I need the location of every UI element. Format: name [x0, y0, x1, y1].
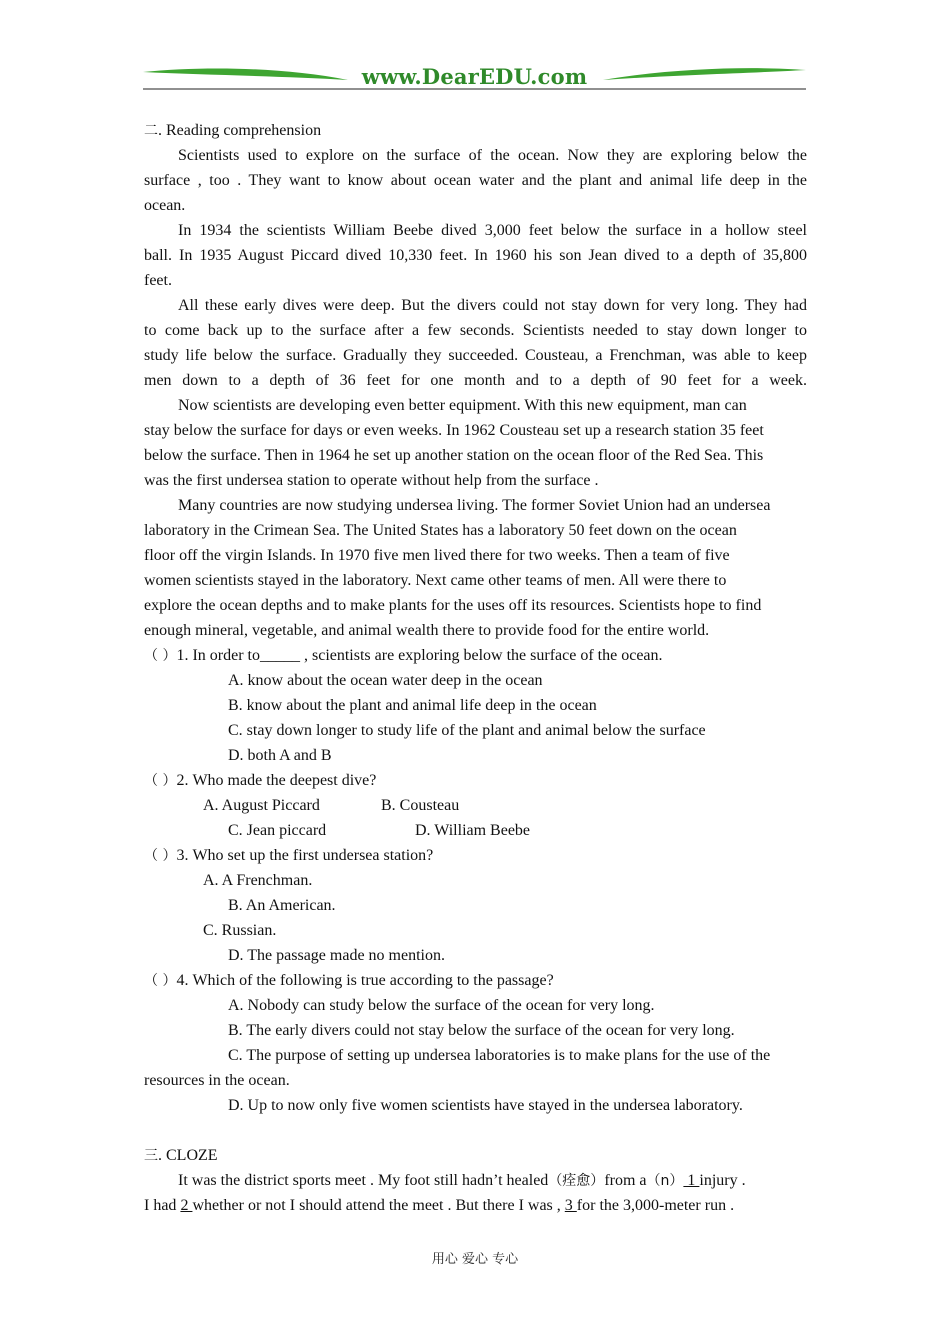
question-3-option-a: A. A Frenchman.	[203, 872, 313, 889]
question-2-option-b: B. Cousteau	[381, 797, 460, 814]
answer-paren[interactable]: （ ）	[144, 648, 177, 664]
question-2-options-cd	[144, 818, 807, 843]
passage-line: Now scientists are developing even better equipment. With this new equipment, man can	[178, 397, 747, 414]
cloze-blank-2[interactable]: 2	[180, 1197, 193, 1214]
passage-line: Scientists used to explore on the surface of the ocean. Now they are exploring below the	[178, 147, 807, 164]
question-4-option-c-continued: resources in the ocean.	[144, 1072, 290, 1089]
cloze-blank-3[interactable]: 3	[564, 1197, 577, 1214]
passage-line: In 1934 the scientists William Beebe dived 3,000 feet below the surface in a hollow steel	[178, 222, 807, 239]
passage-line: was the first undersea station to operate without help from the surface .	[144, 472, 599, 489]
page-header	[143, 62, 806, 94]
cloze-line-1: It was the district sports meet . My foot still hadn’t healed（痊愈）from a（n） 1 injury .	[178, 1172, 746, 1189]
passage-line: laboratory in the Crimean Sea. The United States has a laboratory 50 feet down on the ocean	[144, 522, 737, 539]
passage-line: floor off the virgin Islands. In 1970 five men lived there for two weeks. Then a team of five	[144, 547, 730, 564]
question-1-stem: （ ）1. In order to_____ , scientists are exploring below the surface of the ocean.	[144, 647, 663, 664]
question-2-option-d: D. William Beebe	[415, 822, 531, 839]
question-4-option-d: D. Up to now only five women scientists have stayed in the undersea laboratory.	[228, 1097, 743, 1114]
passage-line: ball. In 1935 August Piccard dived 10,330 feet. In 1960 his son Jean dived to a depth of 35,800	[144, 247, 807, 264]
passage-line: All these early dives were deep. But the divers could not stay down for very long. They had	[178, 297, 807, 314]
passage-line: women scientists stayed in the laboratory. Next came other teams of men. All were there to	[144, 572, 727, 589]
question-4-option-b: B. The early divers could not stay below the surface of the ocean for very long.	[228, 1022, 735, 1039]
question-3-stem: （ ）3. Who set up the first undersea station?	[144, 847, 434, 864]
answer-paren[interactable]: （ ）	[144, 973, 177, 989]
question-1-option-c: C. stay down longer to study life of the plant and animal below the surface	[228, 722, 706, 739]
passage-line: ocean.	[144, 197, 186, 214]
answer-paren[interactable]: （ ）	[144, 848, 177, 864]
document-body	[144, 118, 807, 1218]
answer-paren[interactable]: （ ）	[144, 773, 177, 789]
page-footer: 用心 爱心 专心	[431, 1252, 519, 1267]
passage-line: Many countries are now studying undersea living. The former Soviet Union had an undersea	[178, 497, 771, 514]
question-3-option-b: B. An American.	[228, 897, 336, 914]
question-3-option-d: D. The passage made no mention.	[228, 947, 445, 964]
passage-line: men down to a depth of 36 feet for one month and to a depth of 90 feet for a week.	[144, 372, 807, 389]
passage-line: surface , too . They want to know about ocean water and the plant and animal life deep in the	[144, 172, 807, 189]
passage-line: to come back up to the surface after a few seconds. Scientists needed to stay down longer to	[144, 322, 807, 339]
question-2-stem: （ ）2. Who made the deepest dive?	[144, 772, 377, 789]
passage-line: feet.	[144, 272, 172, 289]
question-1-option-b: B. know about the plant and animal life deep in the ocean	[228, 697, 597, 714]
question-1-option-d: D. both A and B	[228, 747, 332, 764]
cloze-line-2: I had 2 whether or not I should attend the meet . But there I was , 3 for the 3,000-meter run .	[144, 1197, 735, 1214]
question-1-option-a: A. know about the ocean water deep in the ocean	[228, 672, 543, 689]
question-4-stem: （ ）4. Which of the following is true according to the passage?	[144, 972, 554, 989]
site-logo-text[interactable]: www.DearEDU.com	[361, 64, 588, 89]
question-3-option-c: C. Russian.	[203, 922, 277, 939]
question-2-option-c: C. Jean piccard	[228, 822, 327, 839]
passage-line: study life below the surface. Gradually they succeeded. Cousteau, a Frenchman, was able to keep	[144, 347, 807, 364]
cloze-blank-1[interactable]: 1	[683, 1172, 700, 1189]
question-4-option-c: C. The purpose of setting up undersea laboratories is to make plans for the use of the	[228, 1047, 771, 1064]
question-2-option-a: A. August Piccard	[203, 797, 320, 814]
passage-line: stay below the surface for days or even weeks. In 1962 Cousteau set up a research station 35 feet	[144, 422, 764, 439]
passage-line: enough mineral, vegetable, and animal wealth there to provide food for the entire world.	[144, 622, 710, 639]
section-3-title: 三. CLOZE	[144, 1147, 218, 1164]
question-2-options-ab	[144, 793, 807, 818]
section-2-title: 二. Reading comprehension	[144, 122, 322, 139]
passage-line: explore the ocean depths and to make plants for the uses off its resources. Scientists hope to find	[144, 597, 762, 614]
question-4-option-a: A. Nobody can study below the surface of the ocean for very long.	[228, 997, 655, 1014]
section-spacer	[144, 1118, 807, 1143]
passage-line: below the surface. Then in 1964 he set up another station on the ocean floor of the Red Sea. This	[144, 447, 764, 464]
